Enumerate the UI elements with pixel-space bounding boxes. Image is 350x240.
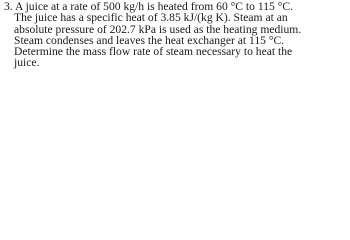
problem-line-3: absolute pressure of 202.7 kPa is used as the heating medium.	[14, 22, 302, 36]
problem-text	[4, 1, 304, 69]
problem-line-2: The juice has a specific heat of 3.85 kJ/(kg K). Steam at an	[14, 11, 288, 25]
problem-line-1: 3. A juice at a rate of 500 kg/h is heated from 60 °C to 115 °C.	[4, 0, 293, 13]
problem-line-6: juice.	[14, 56, 40, 70]
problem-line-4: Steam condenses and leaves the heat exchanger at 115 °C.	[14, 33, 285, 47]
problem-line-5: Determine the mass flow rate of steam necessary to heat the	[14, 45, 293, 59]
